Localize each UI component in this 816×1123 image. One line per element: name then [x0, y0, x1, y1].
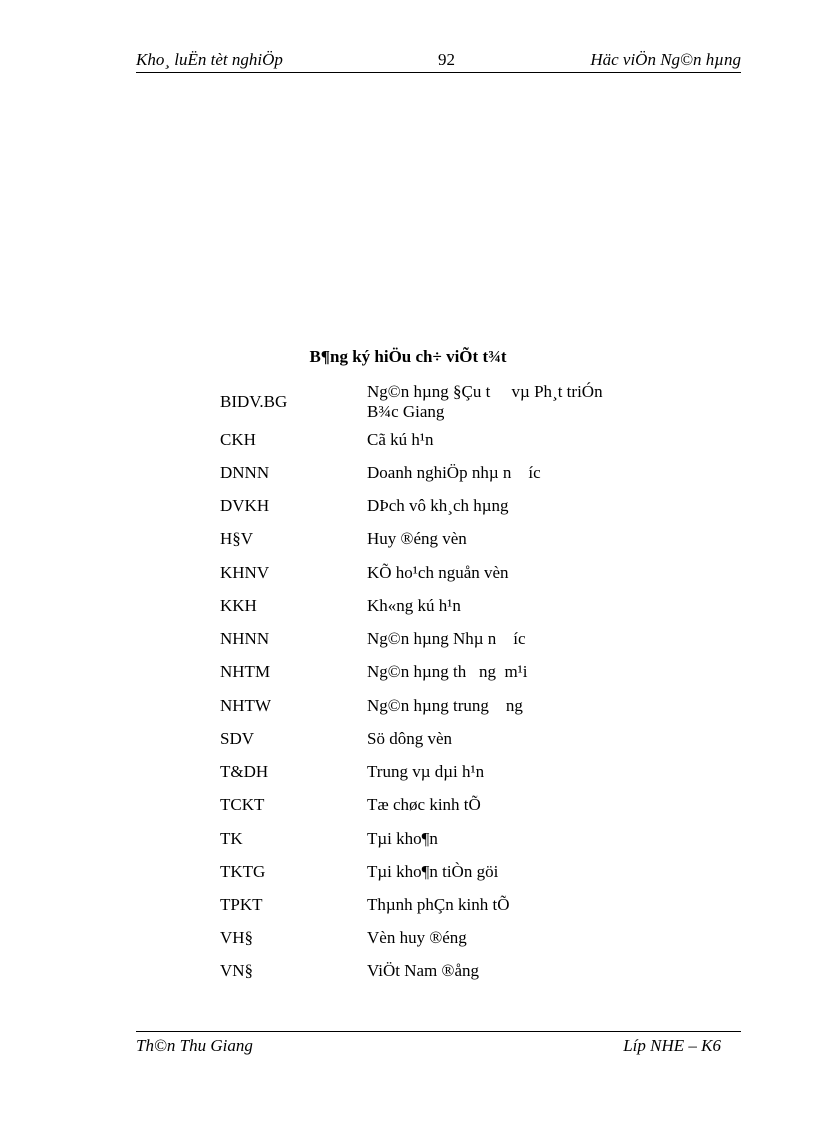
abbreviation-meaning: Sö dông vèn — [367, 729, 452, 748]
abbreviation: BIDV.BG — [220, 392, 288, 411]
page-footer — [136, 1031, 741, 1058]
abbreviation-meaning: Ng©n hµng th ng m¹i — [367, 662, 528, 681]
abbreviation: TPKT — [220, 895, 263, 914]
abbreviation-meaning: Thµnh phÇn kinh tÕ — [367, 895, 510, 914]
footer-author: Th©n Thu Giang — [136, 1036, 253, 1055]
abbreviation-meaning: Ng©n hµng Nhµ n íc — [367, 629, 526, 648]
abbreviation: DNNN — [220, 463, 270, 482]
abbreviation-meaning: Kh«ng kú h¹n — [367, 596, 461, 615]
abbreviation: VN§ — [220, 961, 254, 980]
abbreviation: H§V — [220, 529, 254, 548]
abbreviation: CKH — [220, 430, 256, 449]
abbreviation-meaning: ViÖt Nam ®ång — [367, 961, 479, 980]
abbreviation-meaning: Tµi kho¶n — [367, 829, 438, 848]
abbreviation: TCKT — [220, 795, 265, 814]
abbreviation: NHTW — [220, 696, 271, 715]
abbreviation-table-title: B¶ng ký hiÖu ch÷ viÕt t¾t — [309, 347, 507, 366]
abbreviation-meaning: Huy ®éng vèn — [367, 529, 467, 548]
abbreviation: T&DH — [220, 762, 269, 781]
abbreviation-meaning: Cã kú h¹n — [367, 430, 434, 449]
header-right-text: Häc viÖn Ng©n hµng — [590, 50, 741, 69]
abbreviation-meaning: DÞch vô kh¸ch hµng — [367, 496, 509, 515]
abbreviation-meaning: Ng©n hµng trung ng — [367, 696, 523, 715]
abbreviation: NHNN — [220, 629, 270, 648]
abbreviation-meaning: Tæ chøc kinh tÕ — [367, 795, 481, 814]
abbreviation-meaning: KÕ ho¹ch nguån vèn — [367, 563, 509, 582]
abbreviation: KKH — [220, 596, 257, 615]
page-number: 92 — [438, 50, 455, 69]
abbreviation: TK — [220, 829, 243, 848]
abbreviation-meaning: Tµi kho¶n tiÒn göi — [367, 862, 499, 881]
abbreviation: TKTG — [220, 862, 266, 881]
header-left-text: Kho¸ luËn tèt nghiÖp — [136, 50, 283, 69]
page-header — [136, 50, 741, 73]
abbreviation-meaning: Ng©n hµng §Çu t vµ Ph¸t triÓn B¾c Giang — [367, 382, 603, 421]
abbreviation: DVKH — [220, 496, 270, 515]
abbreviation: VH§ — [220, 928, 254, 947]
abbreviation-meaning: Vèn huy ®éng — [367, 928, 467, 947]
abbreviation-meaning: Trung vµ dµi h¹n — [367, 762, 485, 781]
abbreviation: KHNV — [220, 563, 270, 582]
abbreviation: NHTM — [220, 662, 271, 681]
abbreviation-meaning: Doanh nghiÖp nhµ n íc — [367, 463, 541, 482]
abbreviation: SDV — [220, 729, 255, 748]
footer-class: Líp NHE – K6 — [623, 1036, 721, 1055]
